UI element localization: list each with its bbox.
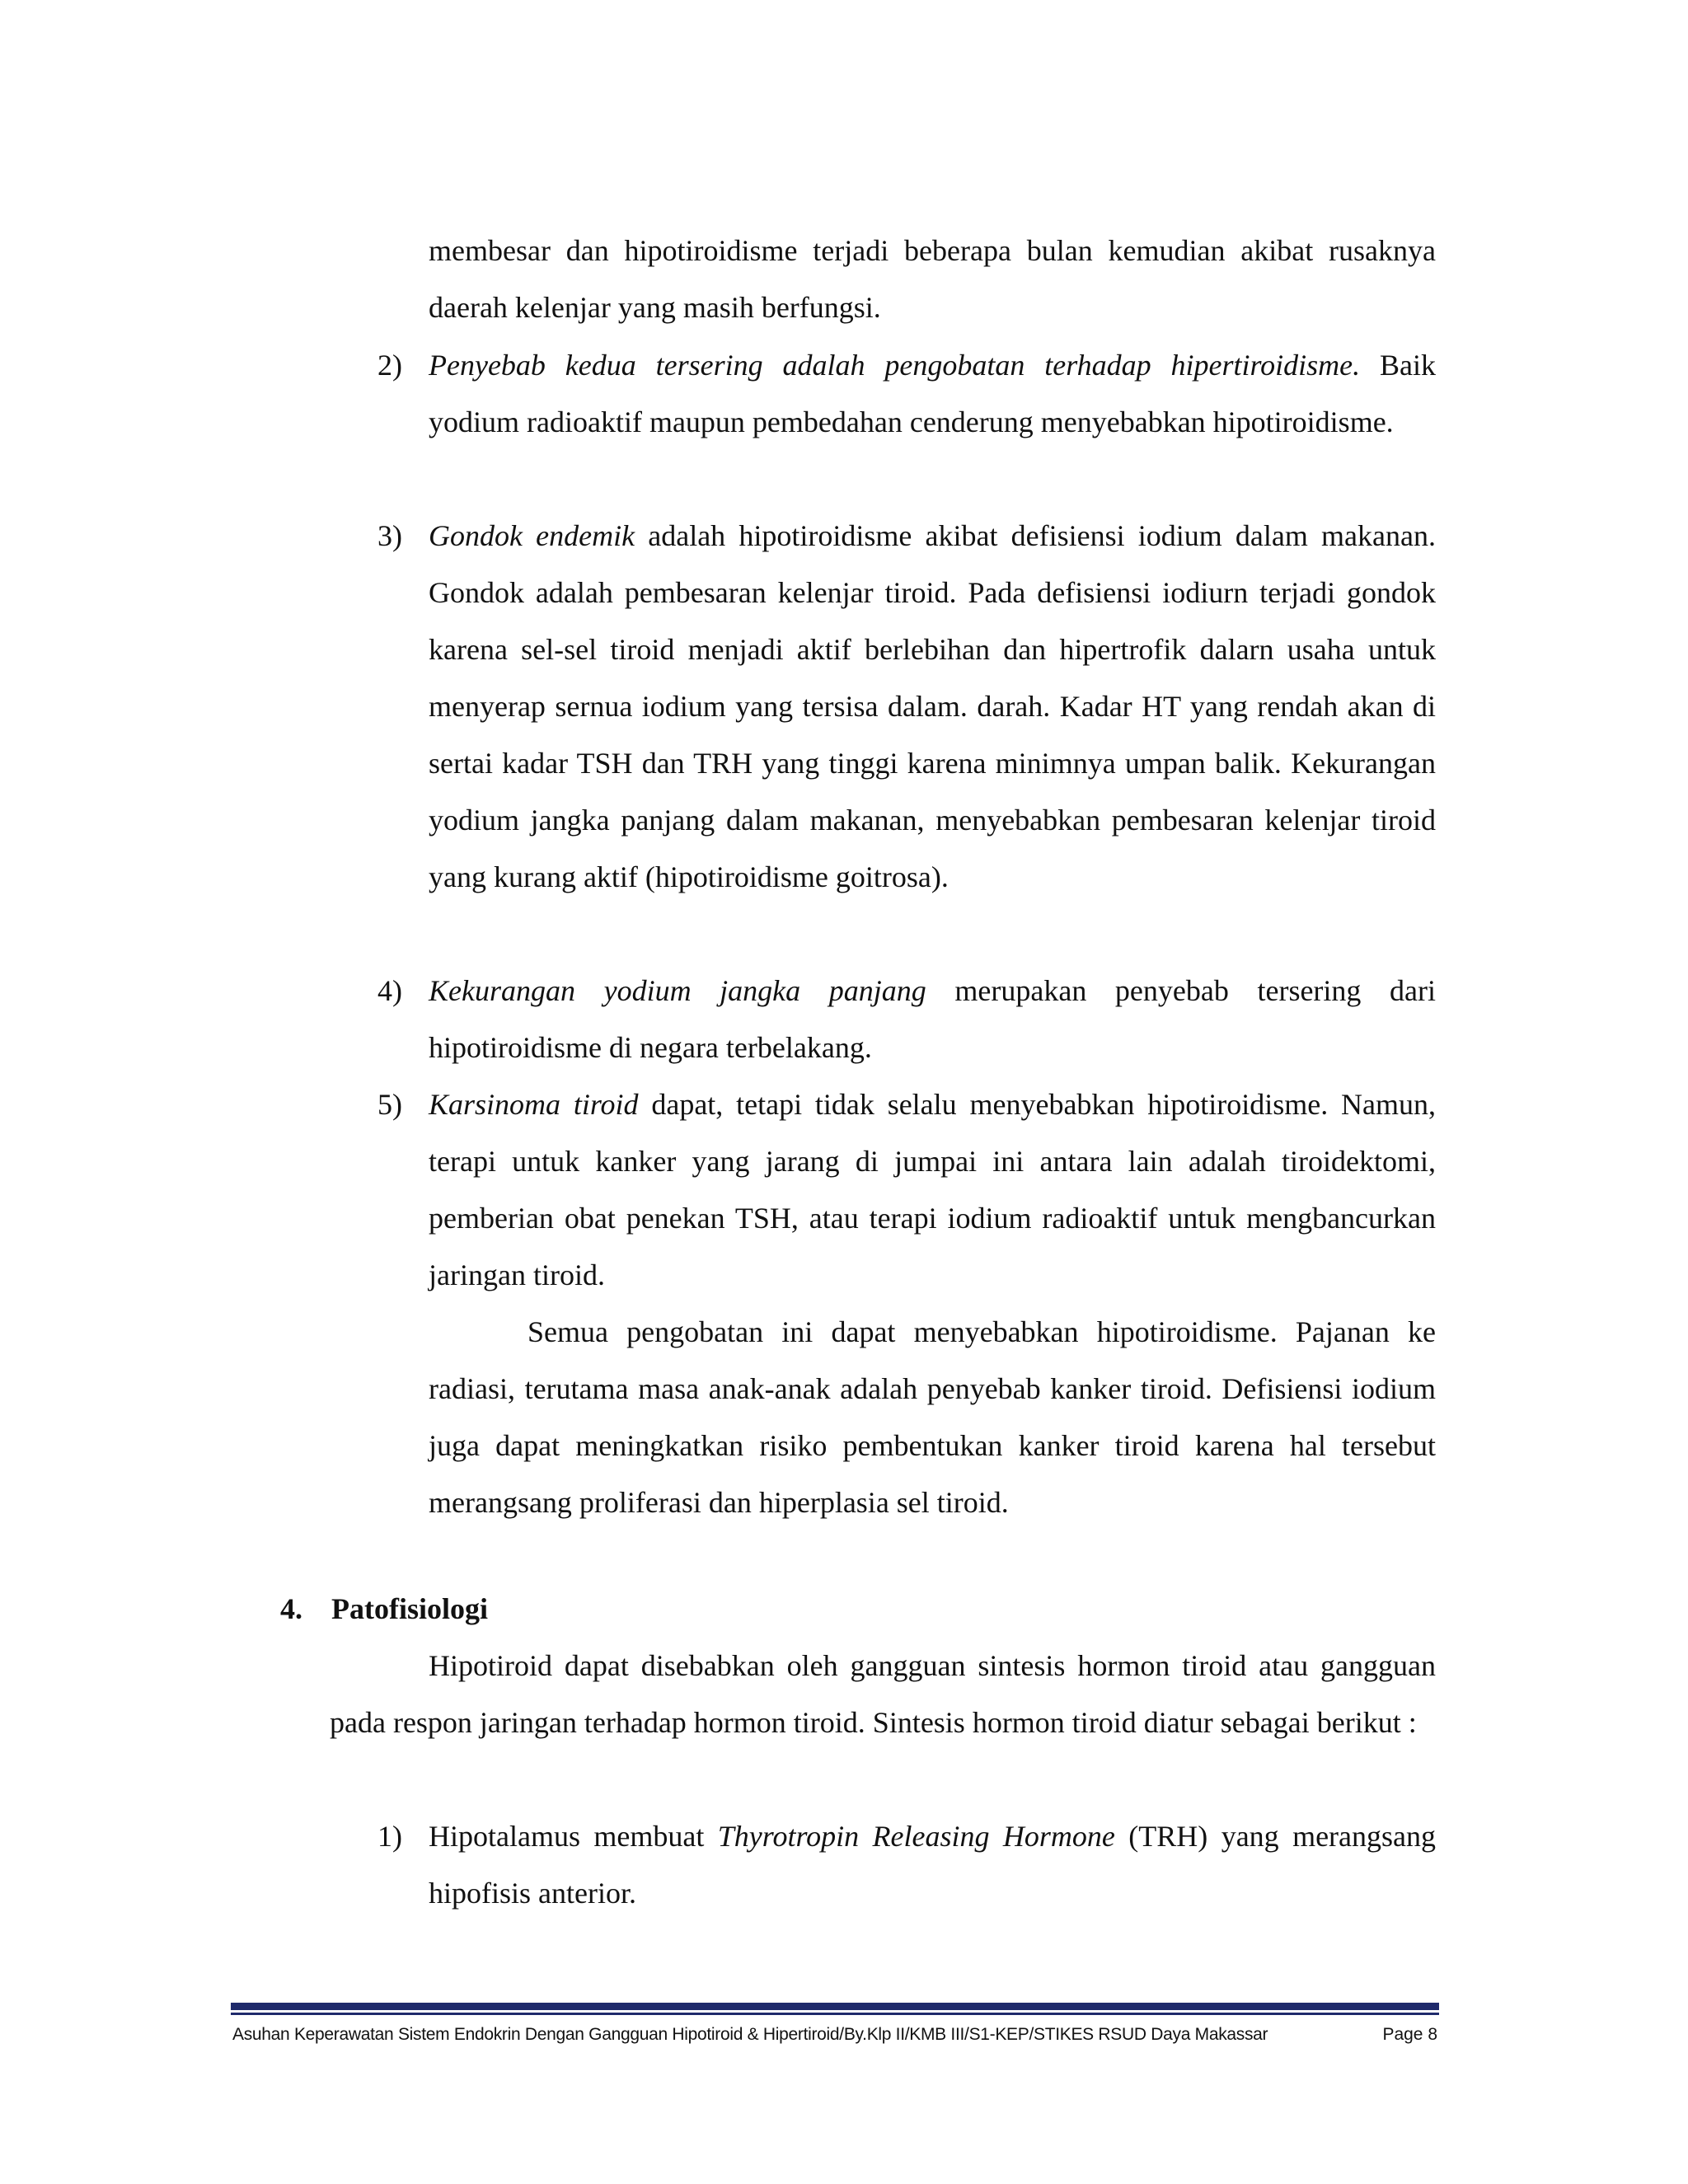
italic-term: Karsinoma tiroid — [429, 1088, 639, 1121]
page-number: Page 8 — [1382, 2025, 1437, 2044]
italic-term: Penyebab kedua tersering adalah pengobatan terhadap hipertiroidisme. — [429, 349, 1361, 382]
section-number: 4. — [280, 1592, 302, 1625]
paragraph-patofisiologi: Hipotiroid dapat disebabkan oleh gangguan sintesis hormon tiroid atau gangguan pada respon jaringan terhadap hormon tiroid. Sintesis hormon tiroid diatur sebagai berikut : — [330, 1649, 1436, 1739]
section-heading — [280, 1581, 488, 1638]
list-item-text — [429, 1808, 1436, 1922]
footer-rule — [231, 2003, 1439, 2010]
list-item-text — [429, 963, 1436, 1076]
list-number: 3) — [377, 519, 402, 552]
footer-rule-thin — [231, 2013, 1439, 2015]
list-number: 4) — [377, 974, 402, 1007]
list-item-post: (TRH) yang merangsang hipofisis anterior. — [429, 1820, 1437, 1910]
list-item-rest: Baik yodium radioaktif maupun pembedahan cenderung menyebabkan hipotiroidisme. — [429, 349, 1436, 438]
paragraph-semua: Semua pengobatan ini dapat menyebabkan hipotiroidisme. Pajanan ke radiasi, terutama masa anak-anak adalah penyebab kanker tiroid. Defisiensi iodium juga dapat meningkatkan risiko pembentukan kanker tiroid karena hal tersebut merangsang proliferasi dan hiperplasia sel tiroid. — [429, 1315, 1436, 1519]
italic-term: Gondok endemik — [429, 519, 635, 552]
list-item-rest: adalah hipotiroidisme akibat defisiensi iodium dalam makanan. Gondok adalah pembesaran kelenjar tiroid. Pada defisiensi iodiurn terjadi gondok karena sel-sel tiroid menjadi aktif berlebihan dan hipertrofik dalarn usaha untuk menyerap sernua iodium yang tersisa dalam. darah. Kadar HT yang rendah akan di sertai kadar TSH dan TRH yang tinggi karena minimnya umpan balik. Kekurangan yodium jangka panjang dalam makanan, menyebabkan pembesaran kelenjar tiroid yang kurang aktif (hipotiroidisme goitrosa). — [429, 519, 1436, 893]
list-item-rest: merupakan penyebab tersering dari hipotiroidisme di negara terbelakang. — [429, 974, 1436, 1064]
section-title: Patofisiologi — [331, 1592, 488, 1625]
paragraph-continuation: membesar dan hipotiroidisme terjadi beberapa bulan kemudian akibat rusaknya daerah kelenjar yang masih berfungsi. — [429, 234, 1436, 324]
list-item-text — [429, 508, 1436, 906]
list-number: 5) — [377, 1088, 402, 1121]
list-item-rest: dapat, tetapi tidak selalu menyebabkan hipotiroidisme. Namun, terapi untuk kanker yang jarang di jumpai ini antara lain adalah tiroidektomi, pemberian obat penekan TSH, atau terapi iodium radioaktif untuk mengbancurkan jaringan tiroid. — [429, 1088, 1436, 1291]
italic-term: Kekurangan yodium jangka panjang — [429, 974, 926, 1007]
list-item-text — [429, 1076, 1436, 1304]
italic-term: Thyrotropin Releasing Hormone — [717, 1820, 1115, 1853]
list-number: 1) — [377, 1820, 402, 1853]
footer-text: Asuhan Keperawatan Sistem Endokrin Dengan Gangguan Hipotiroid & Hipertiroid/By.Klp II/KMB III/S1-KEP/STIKES RSUD Daya Makassar — [232, 2025, 1268, 2044]
list-item-text — [429, 337, 1436, 451]
list-item-pre: Hipotalamus membuat — [429, 1820, 718, 1853]
list-number: 2) — [377, 349, 402, 382]
